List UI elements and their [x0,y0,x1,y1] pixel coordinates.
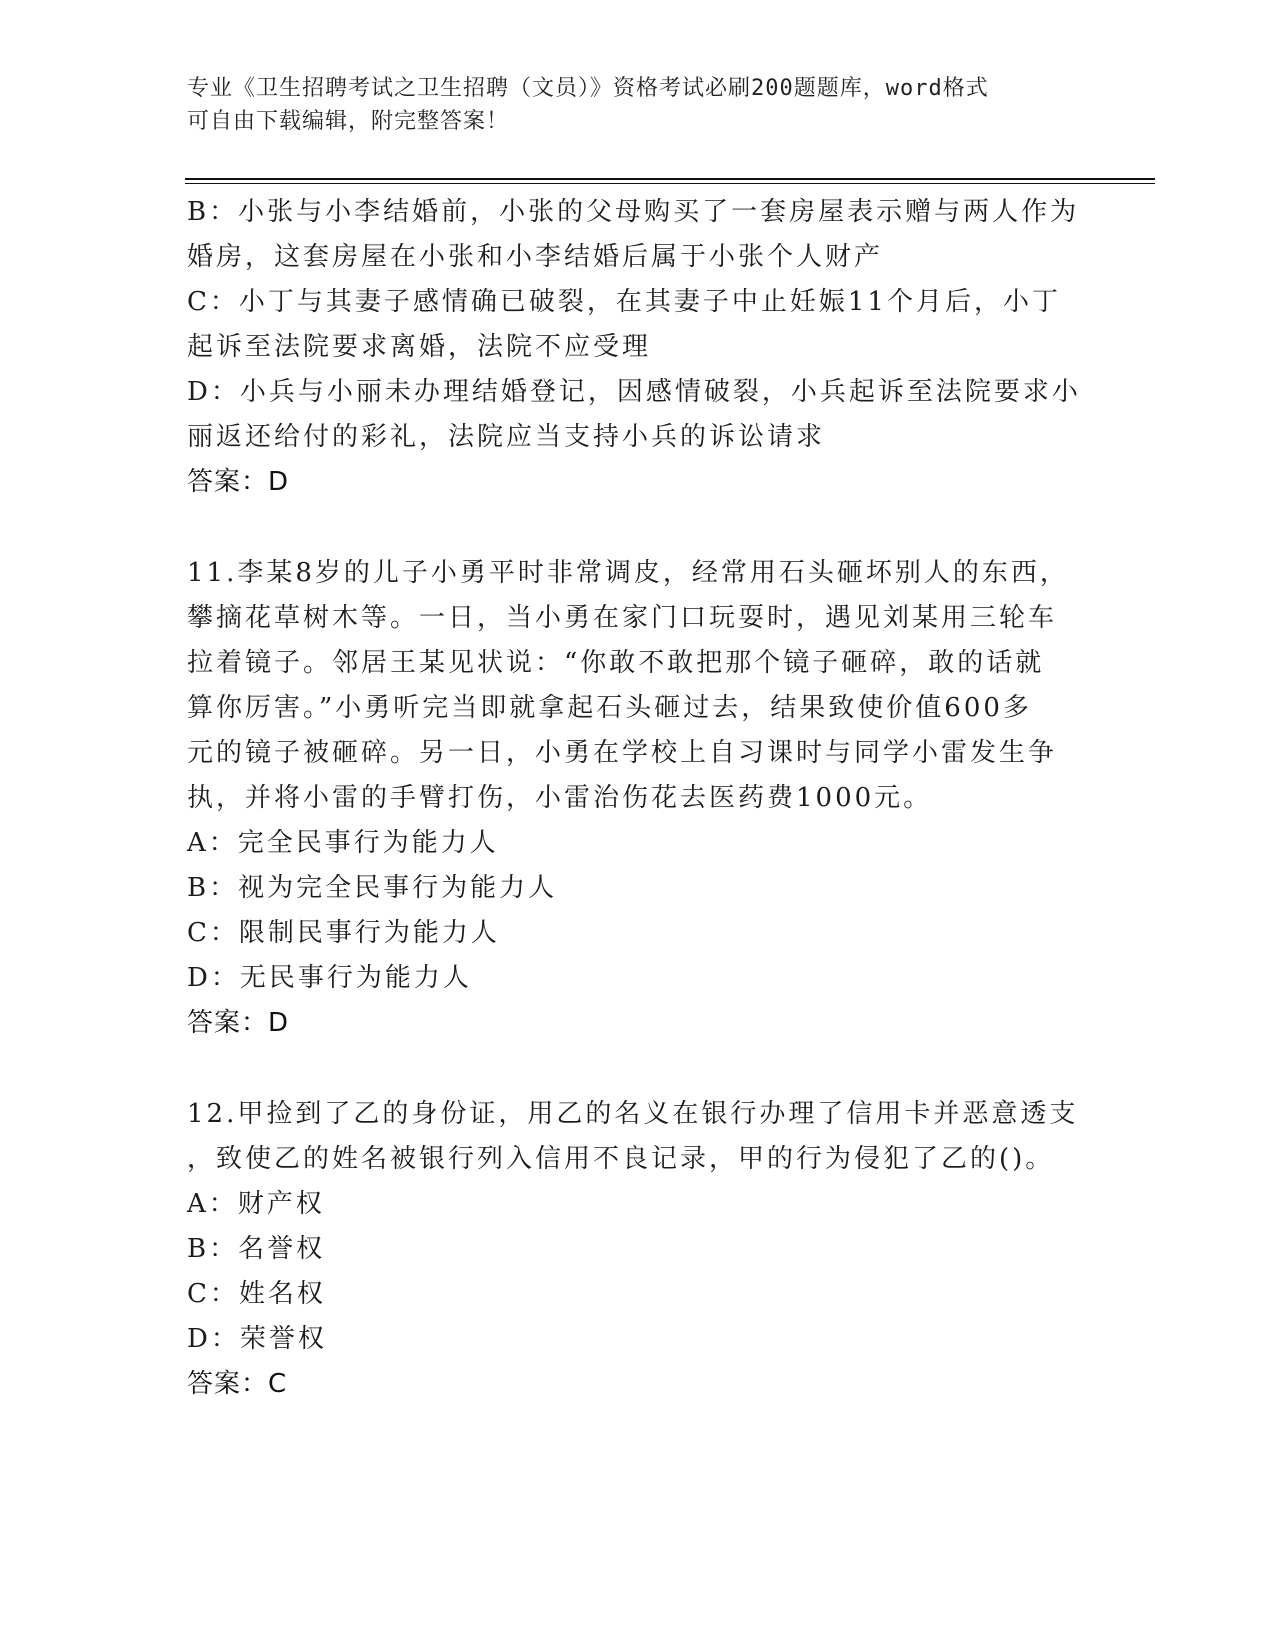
q12-stem-line-2: ，致使乙的姓名被银行列入信用不良记录，甲的行为侵犯了乙的()。 [187,1144,1055,1174]
question-11 [187,551,1087,1046]
spacer [187,505,1087,551]
q11-stem-line-2: 攀摘花草树木等。一日，当小勇在家门口玩耍时，遇见刘某用三轮车 [187,603,1058,633]
spacer [187,1046,1087,1092]
q12-option-a: A：财产权 [187,1189,325,1219]
q11-stem-line-6: 执，并将小雷的手臂打伤，小雷治伤花去医药费1000元。 [187,783,933,813]
option-b-line-1: B：小张与小李结婚前，小张的父母购买了一套房屋表示赠与两人作为 [187,197,1080,227]
q11-option-d: D：无民事行为能力人 [187,963,472,993]
option-d-line-1: D：小兵与小丽未办理结婚登记，因感情破裂，小兵起诉至法院要求小 [187,377,1081,407]
option-d-line-2: 丽返还给付的彩礼，法院应当支持小兵的诉讼请求 [187,422,826,452]
header-title-line-2: 可自由下载编辑，附完整答案！ [187,109,510,134]
prev-question-answer: 答案：D [187,467,290,497]
q12-stem-line-1: 12.甲捡到了乙的身份证，用乙的名义在银行办理了信用卡并恶意透支 [187,1099,1079,1129]
question-content [187,190,1087,1407]
q12-option-b: B：名誉权 [187,1234,326,1264]
header-rule-thick [185,178,1155,180]
q11-stem-line-3: 拉着镜子。邻居王某见状说：“你敢不敢把那个镜子砸碎，敢的话就 [187,648,1045,678]
document-header [187,72,1067,138]
option-c-line-2: 起诉至法院要求离婚，法院不应受理 [187,332,652,362]
q11-stem-line-4: 算你厉害。”小勇听完当即就拿起石头砸过去，结果致使价值600多 [187,693,1032,723]
q11-option-c: C：限制民事行为能力人 [187,918,500,948]
header-rule-thin [185,183,1155,184]
q11-stem-line-5: 元的镜子被砸碎。另一日，小勇在学校上自习课时与同学小雷发生争 [187,738,1058,768]
header-title-line-1: 专业《卫生招聘考试之卫生招聘（文员）》资格考试必刷200题题库，word格式 [187,76,989,101]
q11-stem-line-1: 11.李某8岁的儿子小勇平时非常调皮，经常用石头砸坏别人的东西， [187,558,1069,588]
q12-option-c: C：姓名权 [187,1279,326,1309]
option-b-line-2: 婚房，这套房屋在小张和小李结婚后属于小张个人财产 [187,242,884,272]
q12-answer: 答案：C [187,1369,288,1399]
q11-option-b: B：视为完全民事行为能力人 [187,873,558,903]
prev-question-options [187,190,1087,505]
option-c-line-1: C：小丁与其妻子感情确已破裂，在其妻子中止妊娠11个月后，小丁 [187,287,1061,317]
q11-answer: 答案：D [187,1008,290,1038]
q12-option-d: D：荣誉权 [187,1324,327,1354]
q11-option-a: A：完全民事行为能力人 [187,828,499,858]
question-12 [187,1092,1087,1407]
